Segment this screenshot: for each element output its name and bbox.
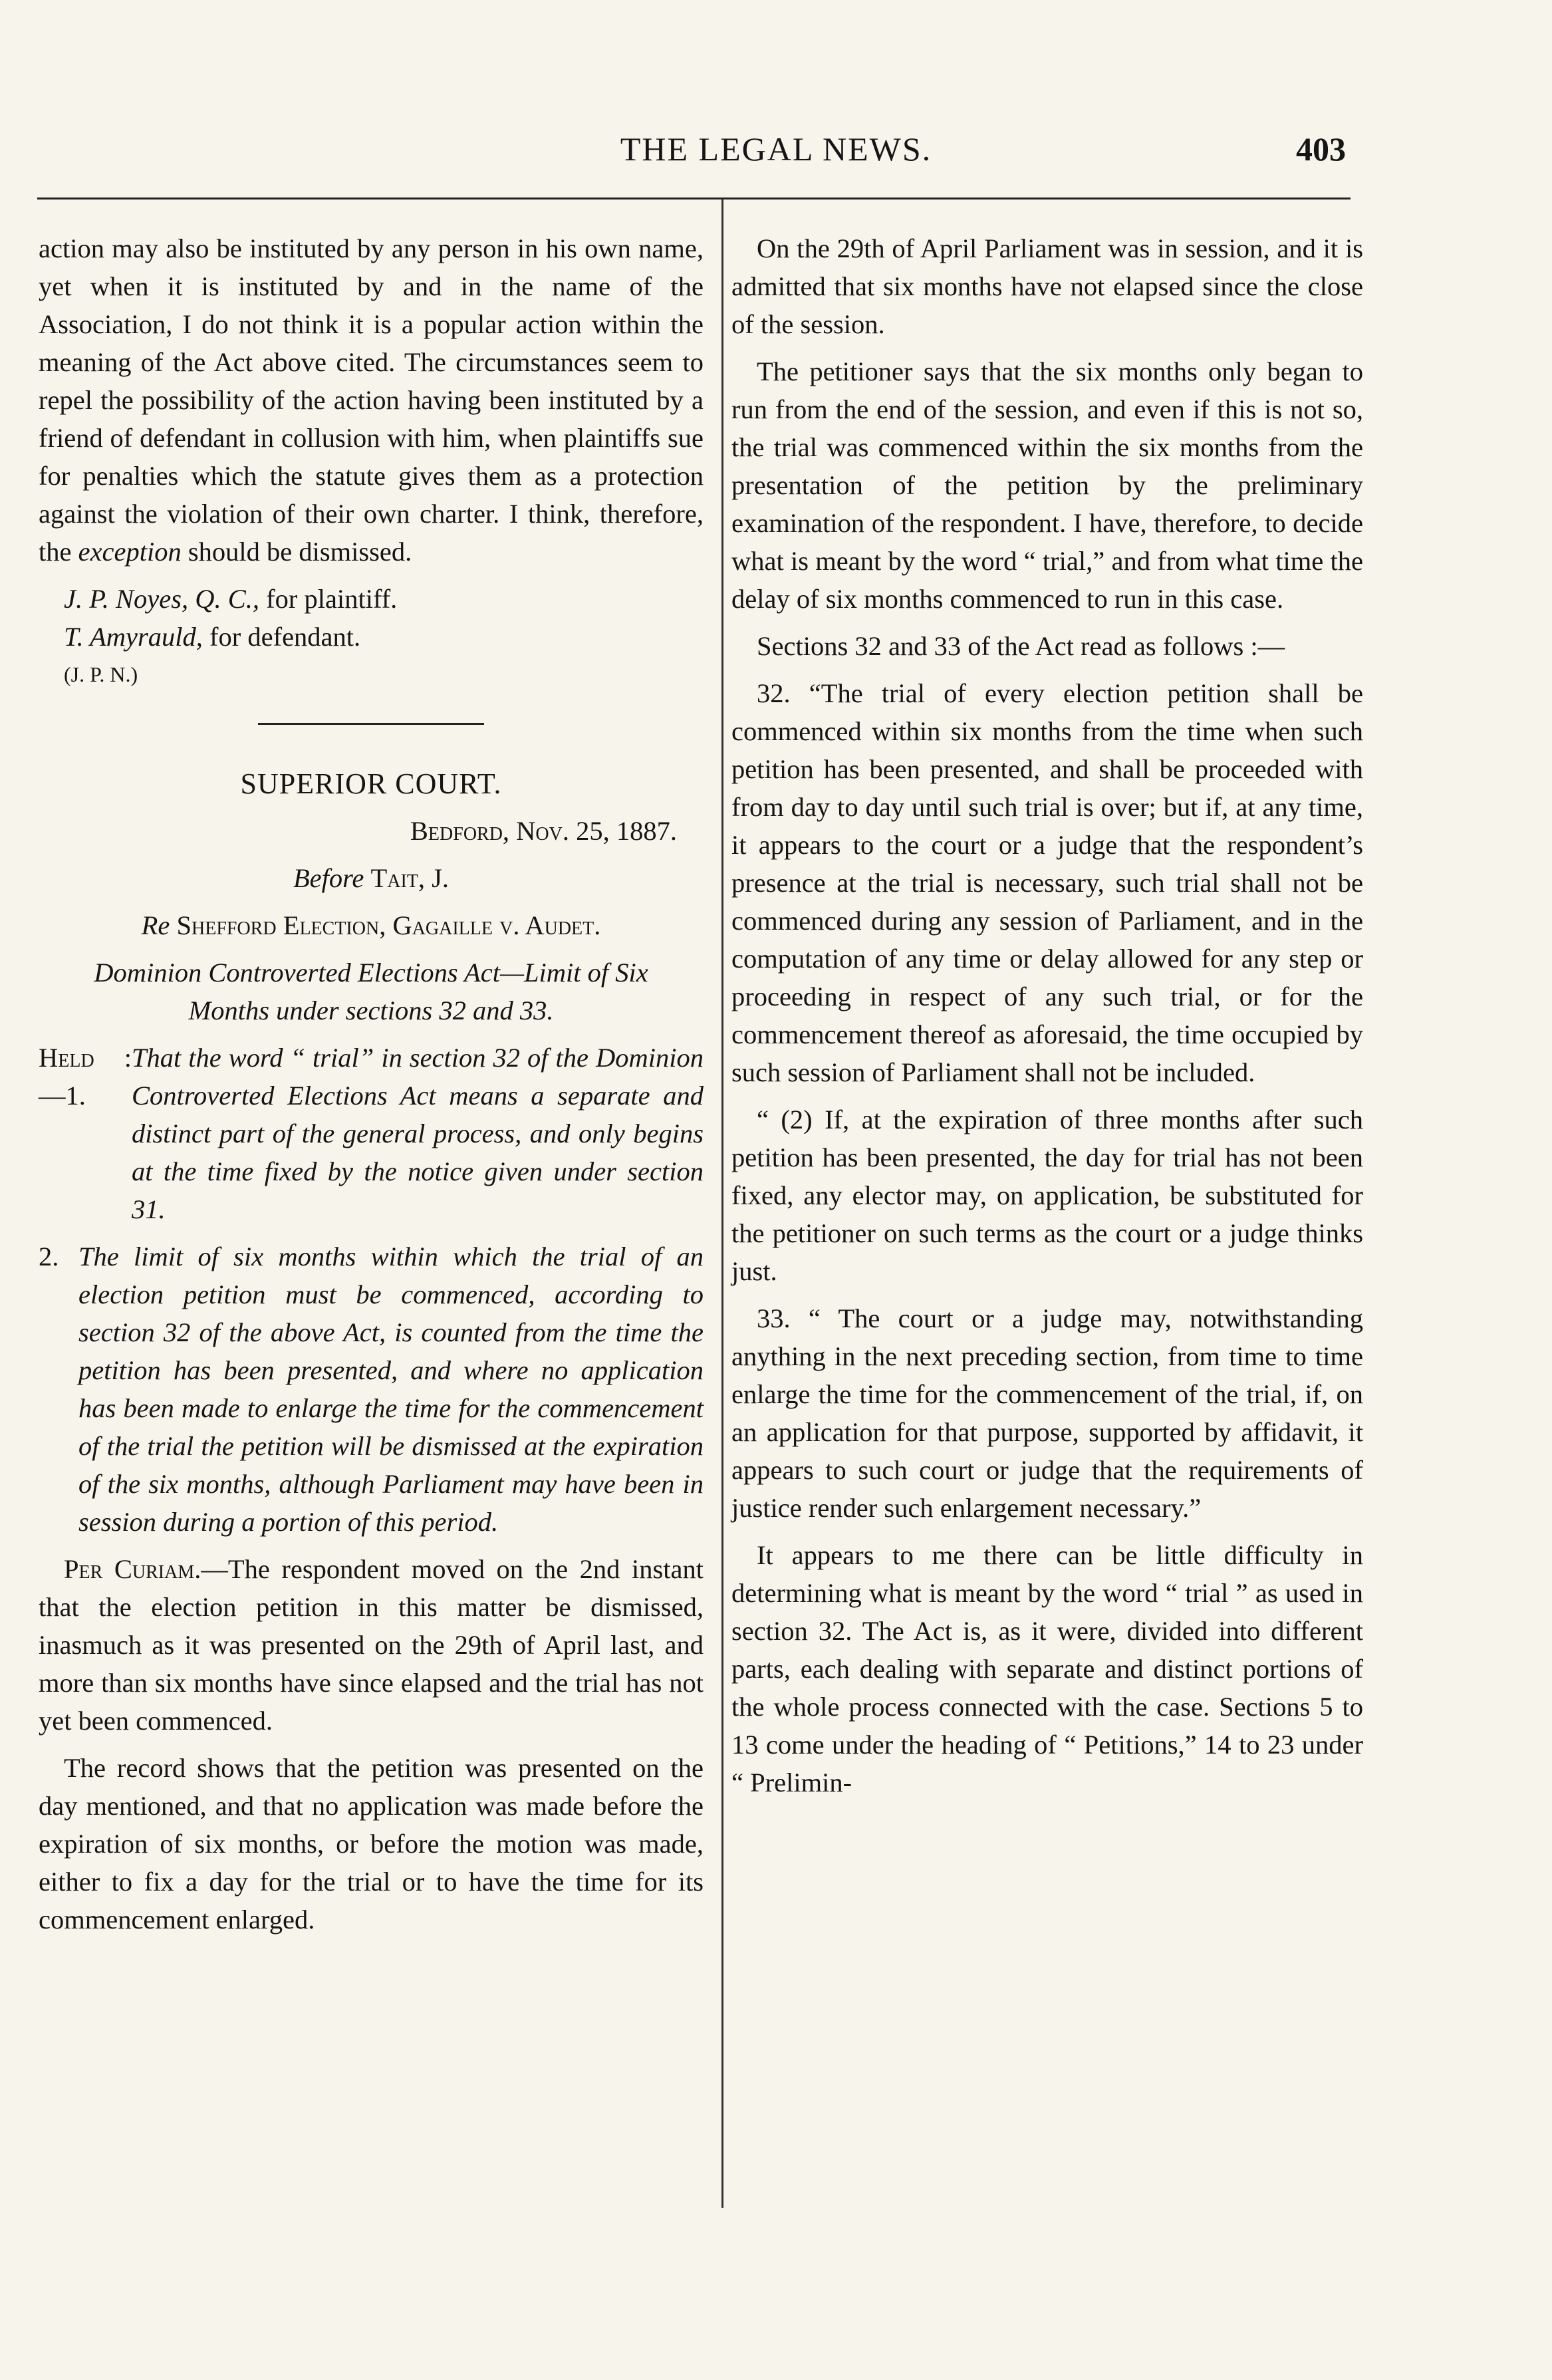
case-title — [39, 906, 704, 944]
paragraph-section-33: 33. “ The court or a judge may, notwithstanding anything in the next preceding section, from time to time enlarge the time for the commencement of the trial, if, on an application for that purpose, supported by affidavit, it appears to such court or judge that the requirements of justice render such enlargement necessary.” — [731, 1303, 1363, 1523]
paragraph-opening — [39, 229, 704, 571]
court-heading: SUPERIOR COURT. — [240, 767, 502, 800]
paragraph-text: action may also be instituted by any person in his own name, yet when it is instituted by and in the name of the Association, I do not think it is a popular action within the meaning of the Act above cited. The circumstances seem to repel the possibility of the action having been instituted by a friend of defendant in collusion with him, when plaintiffs sue for penalties which the statute gives them as a protection against the violation of their own charter. I think, therefore, the — [39, 233, 704, 567]
paragraph-parliament: On the 29th of April Parliament was in session, and it is admitted that six months have not elapsed since the close of the session. — [731, 233, 1363, 339]
italic-word: exception — [78, 537, 182, 567]
paragraph-text-end: should be dismissed. — [188, 537, 412, 567]
column-divider — [721, 199, 723, 2208]
page-number: 403 — [1296, 130, 1346, 168]
before-judge — [39, 859, 704, 897]
counsel-role: for plaintiff. — [266, 584, 398, 614]
held-2 — [39, 1238, 704, 1541]
counsel-plaintiff — [39, 580, 704, 618]
right-column — [731, 229, 1363, 1811]
running-title: THE LEGAL NEWS. — [620, 130, 932, 168]
held-text: The limit of six months within which the trial of an election petition must be commenced, according to section 32 of the above Act, is counted from the time the petition has been presented, and where no application has been made to enlarge the time for the commencement of the trial the petition will be dismissed at the expiration of the six months, although Parliament may have been in session during a portion of this period. — [78, 1242, 704, 1537]
paragraph-per-curiam — [39, 1550, 704, 1740]
paragraph-section-32: 32. “The trial of every election petition shall be commenced within six months from the time when such petition has been presented, and shall be proceeded with from day to day until such trial is over; but if, at any time, it appears to the court or a judge that the respondent’s presence at the trial is necessary, such trial shall not be commenced during any session of Parliament, and in the computation of any time or delay allowed for any step or proceeding in respect of any such trial, or for the commencement thereof as aforesaid, the time occupied by such session of Parliament shall not be included. — [731, 678, 1363, 1087]
counsel-name: J. P. Noyes, Q. C., — [64, 584, 259, 614]
held-1 — [39, 1039, 704, 1228]
before-label: Before — [293, 863, 364, 893]
counsel-defendant — [39, 618, 704, 656]
counsel-name: T. Amyrauld, — [64, 622, 203, 652]
re-label: Re — [141, 910, 170, 940]
headnote: Dominion Controverted Elections Act—Limit of Six Months under sections 32 and 33. — [94, 958, 648, 1025]
left-column — [39, 229, 704, 1948]
header-rule — [37, 198, 1351, 199]
paragraph-text: —The respondent moved on the 2nd instant that the election petition in this matter be dismissed, inasmuch as it was presented on the 29th of April last, and more than six months have since elapsed and the trial has not yet been commenced. — [39, 1554, 704, 1736]
page-header — [0, 130, 1552, 183]
held-label: Held :—1. — [39, 1043, 132, 1111]
paragraph-sections-intro: Sections 32 and 33 of the Act read as follows :— — [757, 631, 1285, 661]
section-rule — [258, 723, 484, 725]
reporter-initials: (J. P. N.) — [64, 662, 138, 686]
paragraph-petitioner: The petitioner says that the six months only began to run from the end of the session, and even if this is not so, the trial was commenced within the six months from the presentation of the petition by the preliminary examination of the respondent. I have, therefore, to decide what is meant by the word “ trial,” and from what time the delay of six months commenced to run in this case. — [731, 356, 1363, 614]
place-date: Bedford, Nov. 25, 1887. — [410, 816, 677, 846]
judge-name: Tait, J. — [370, 863, 450, 893]
case-name: Shefford Election, Gagaille v. Audet. — [176, 910, 601, 940]
per-curiam-label: Per Curiam. — [64, 1554, 201, 1584]
held-number: 2. — [39, 1242, 59, 1271]
counsel-role: for defendant. — [209, 622, 361, 652]
paragraph-record: The record shows that the petition was presented on the day mentioned, and that no application was made before the expiration of six months, or before the motion was made, either to fix a day for the trial or to have the time for its commencement enlarged. — [39, 1753, 704, 1934]
paragraph-section-32-2: “ (2) If, at the expiration of three months after such petition has been presented, the day for trial has not been fixed, any elector may, on application, be substituted for the petitioner on such terms as the court or a judge thinks just. — [731, 1105, 1363, 1286]
paragraph-analysis: It appears to me there can be little difficulty in determining what is meant by the word “ trial ” as used in section 32. The Act is, as it were, divided into different parts, each dealing with separate and distinct portions of the whole process connected with the case. Sections 5 to 13 come under the heading of “ Petitions,” 14 to 23 under “ Prelimin- — [731, 1540, 1363, 1797]
held-text: That the word “ trial” in section 32 of the Dominion Controverted Elections Act means a separate and distinct part of the general process, and only begins at the time fixed by the notice given under section 31. — [132, 1043, 704, 1224]
